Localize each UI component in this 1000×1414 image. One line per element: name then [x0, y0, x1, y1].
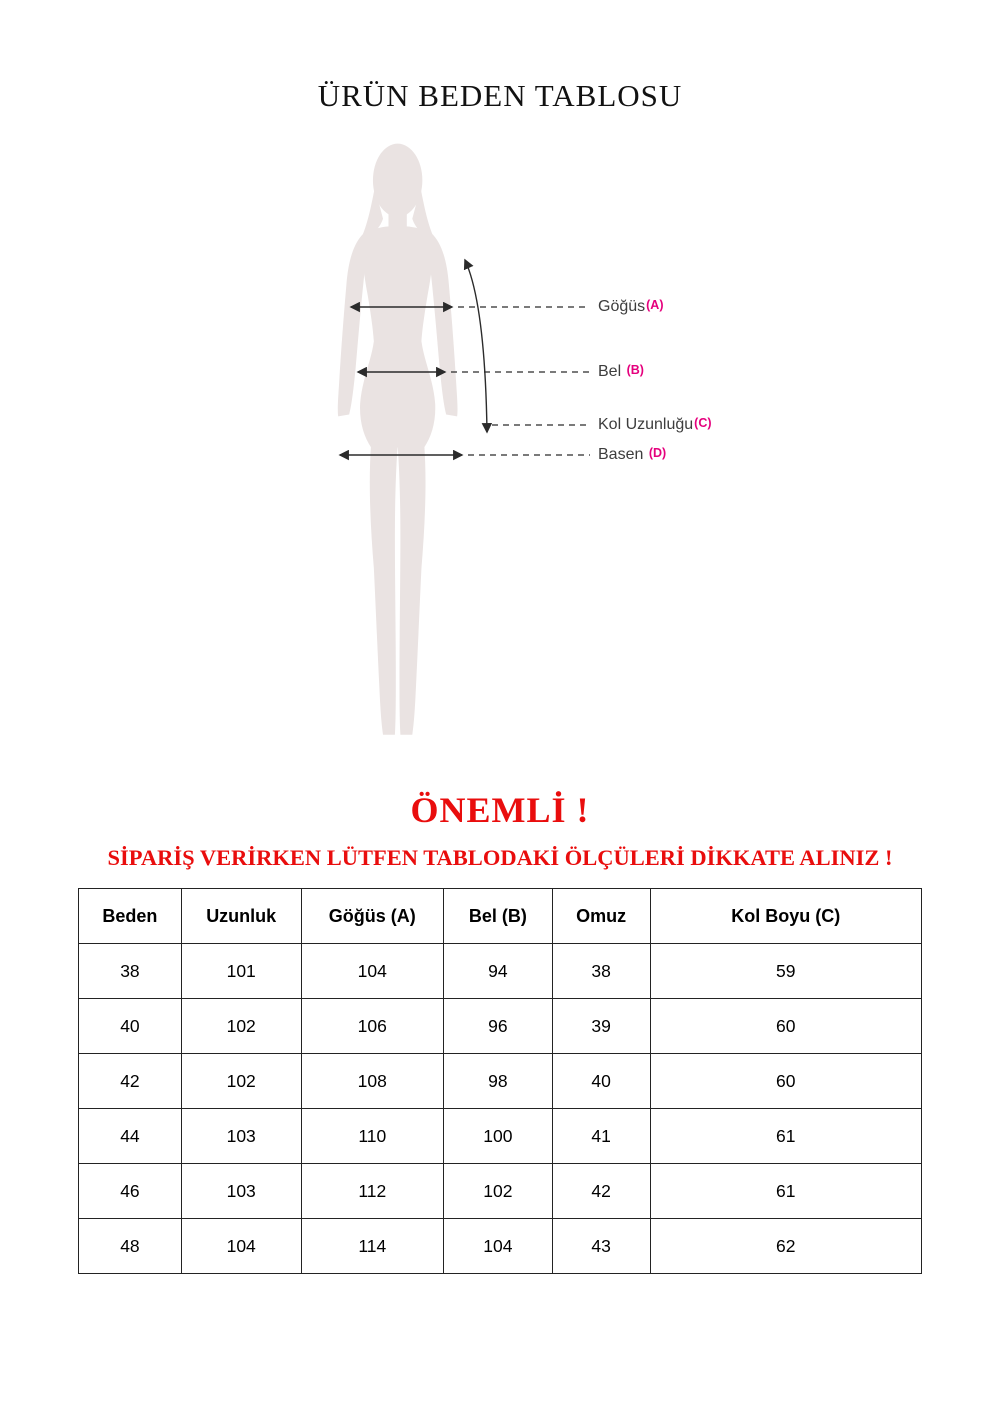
- size-table-cell: 40: [79, 999, 182, 1054]
- table-row: [79, 1054, 922, 1109]
- arm-length-measure-curve: [465, 260, 487, 432]
- size-table-cell: 61: [650, 1164, 921, 1219]
- size-table-cell: 61: [650, 1109, 921, 1164]
- size-table-header-cell: Kol Boyu (C): [650, 889, 921, 944]
- measure-label-arm-length-text: Kol Uzunluğu: [598, 416, 694, 433]
- size-table-cell: 40: [552, 1054, 650, 1109]
- measure-label-hip-text: Basen: [598, 446, 644, 463]
- size-table-cell: 114: [301, 1219, 443, 1274]
- size-table-body: [79, 944, 922, 1274]
- measure-label-chest-code: (A): [646, 298, 664, 312]
- size-table-cell: 102: [444, 1164, 553, 1219]
- size-table-cell: 48: [79, 1219, 182, 1274]
- size-table-cell: 62: [650, 1219, 921, 1274]
- size-table-cell: 98: [444, 1054, 553, 1109]
- important-subheading: SİPARİŞ VERİRKEN LÜTFEN TABLODAKİ ÖLÇÜLERİ DİKKATE ALINIZ !: [107, 845, 893, 870]
- size-table-cell: 60: [650, 1054, 921, 1109]
- table-row: [79, 944, 922, 999]
- size-table-cell: 94: [444, 944, 553, 999]
- size-table-cell: 104: [181, 1219, 301, 1274]
- size-table-cell: 103: [181, 1109, 301, 1164]
- size-table-cell: 104: [301, 944, 443, 999]
- important-heading: ÖNEMLİ !: [410, 790, 590, 830]
- measure-label-hip-code: (D): [648, 446, 667, 460]
- size-table-cell: 110: [301, 1109, 443, 1164]
- size-table-cell: 103: [181, 1164, 301, 1219]
- size-table-header-cell: Bel (B): [444, 889, 553, 944]
- body-silhouette: [338, 144, 458, 735]
- size-table-cell: 38: [79, 944, 182, 999]
- size-table: [78, 888, 922, 1274]
- table-row: [79, 999, 922, 1054]
- size-table-cell: 104: [444, 1219, 553, 1274]
- size-table-header-cell: Omuz: [552, 889, 650, 944]
- size-table-head-row: [79, 889, 922, 944]
- table-row: [79, 1219, 922, 1274]
- size-table-cell: 44: [79, 1109, 182, 1164]
- size-table-cell: 59: [650, 944, 921, 999]
- size-table-cell: 60: [650, 999, 921, 1054]
- measure-label-chest-text: Göğüs: [598, 298, 646, 315]
- silhouette-head: [373, 144, 422, 217]
- size-table-header-cell: Beden: [79, 889, 182, 944]
- measure-label-arm-length: [598, 416, 712, 434]
- size-table-cell: 106: [301, 999, 443, 1054]
- table-row: [79, 1164, 922, 1219]
- table-row: [79, 1109, 922, 1164]
- size-table-cell: 108: [301, 1054, 443, 1109]
- size-table-cell: 101: [181, 944, 301, 999]
- measure-label-waist-code: (B): [626, 363, 644, 377]
- silhouette-leg-right: [398, 444, 426, 735]
- silhouette-torso: [360, 226, 435, 447]
- size-table-cell: 38: [552, 944, 650, 999]
- size-table-cell: 46: [79, 1164, 182, 1219]
- size-table-cell: 102: [181, 1054, 301, 1109]
- page-title: ÜRÜN BEDEN TABLOSU: [317, 78, 683, 113]
- size-table-cell: 42: [552, 1164, 650, 1219]
- size-table-header-cell: Göğüs (A): [301, 889, 443, 944]
- size-table-cell: 39: [552, 999, 650, 1054]
- size-table-cell: 112: [301, 1164, 443, 1219]
- size-table-cell: 96: [444, 999, 553, 1054]
- silhouette-leg-left: [370, 444, 398, 735]
- size-table-cell: 42: [79, 1054, 182, 1109]
- body-measurement-diagram: [285, 138, 735, 753]
- size-table-header-cell: Uzunluk: [181, 889, 301, 944]
- measure-label-chest: [598, 298, 664, 316]
- measure-label-hip: [598, 446, 666, 464]
- size-table-cell: 41: [552, 1109, 650, 1164]
- size-table-cell: 43: [552, 1219, 650, 1274]
- size-table-cell: 102: [181, 999, 301, 1054]
- measure-label-waist-text: Bel: [598, 363, 622, 380]
- size-table-cell: 100: [444, 1109, 553, 1164]
- measure-label-arm-length-code: (C): [694, 416, 712, 430]
- measure-label-waist: [598, 363, 644, 381]
